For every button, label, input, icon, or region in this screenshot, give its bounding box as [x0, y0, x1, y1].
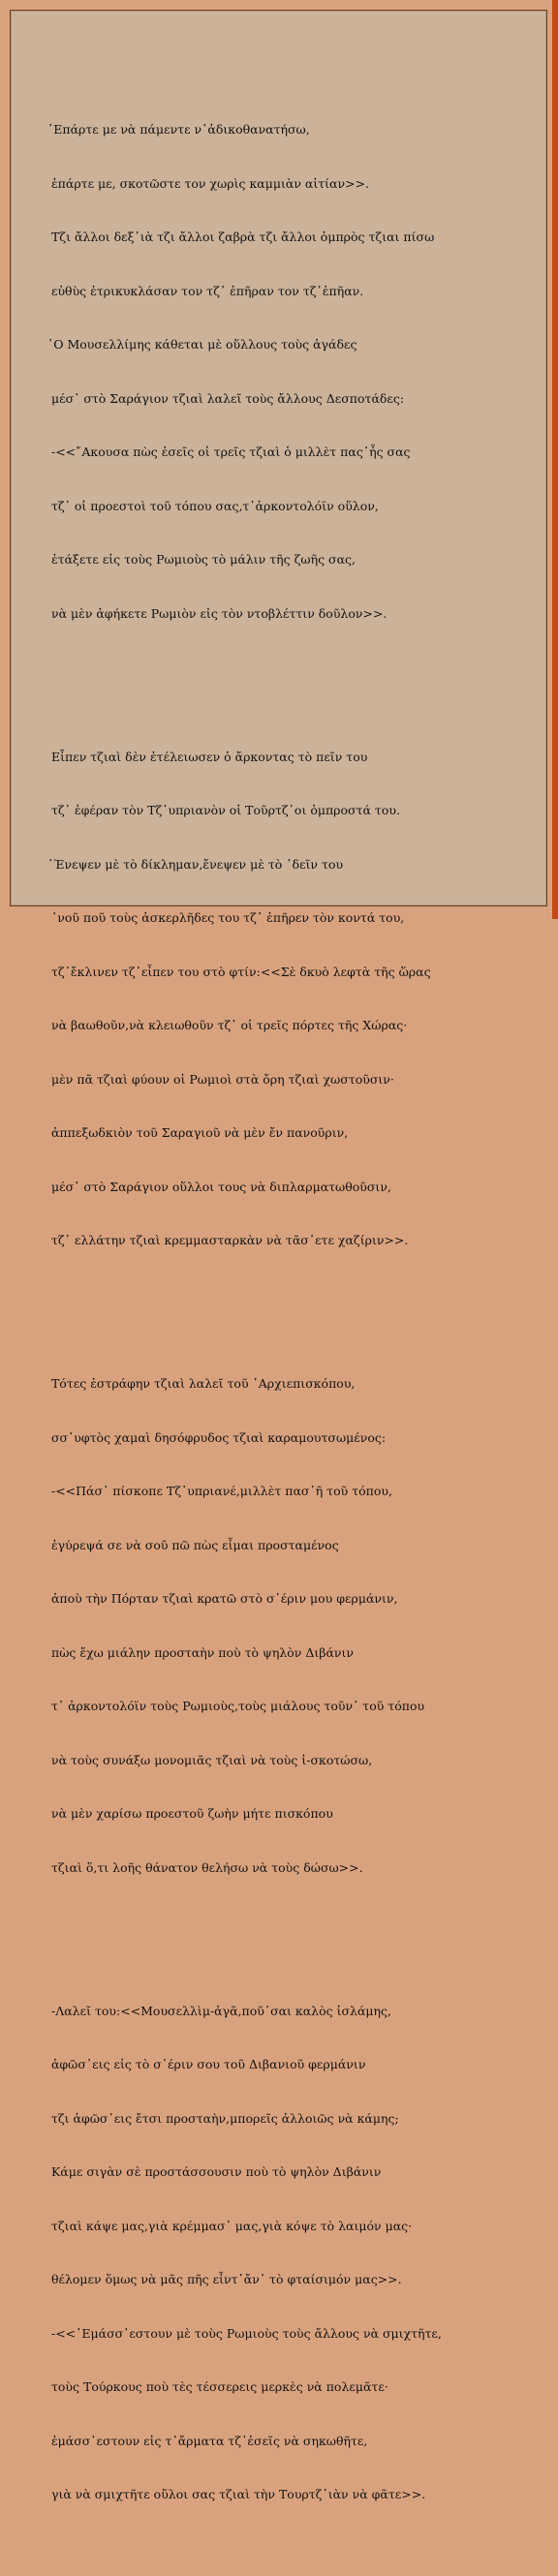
- poem-line: πὼς ἔχω μιάλην προσταὴν ποὺ τὸ ψηλὸν Διβάνιν: [47, 1644, 355, 1660]
- stanza-3: [47, 1339, 543, 1913]
- poem-line: σσ᾿υφτὸς χαμαὶ δησόφρυδος τζιαὶ καραμουτσωμένος:: [47, 1429, 387, 1445]
- poem-line: μὲν πᾶ τζιαὶ φύουν οἱ Ρωμιοὶ στὰ ὄρη τζιαὶ χωστοῦσιν·: [47, 1071, 394, 1087]
- poem-line: θέλομεν ὅμως νὰ μᾶς πῆς εἶντ᾿ἄν᾿ τὸ φταίσιμόν μας>>.: [47, 2272, 402, 2286]
- poem-text: [47, 49, 543, 2576]
- poem-line: ἀφῶσ᾿εις εἰς τὸ σ᾿έριν σου τοῦ Διβανιοῦ φερμάνιν: [47, 2057, 366, 2071]
- text-panel: [10, 10, 547, 2501]
- poem-line: γιὰ νὰ σμιχτῆτε οὕλοι σας τζιαὶ τὴν Τουρτζ᾿ιὰν νὰ φᾶτε>>.: [47, 2487, 426, 2501]
- poem-line: -<<᾿Εμάσσ᾿εστουν μὲ τοὺς Ρωμιοὺς τοὺς ἄλλους νὰ σμιχτῆτε,: [47, 2325, 442, 2341]
- poem-line: τζιαὶ κάψε μας,γιὰ κρέμμασ᾿ μας,γιὰ κόψε τὸ λαιμόν μας·: [47, 2218, 413, 2233]
- poem-line: τζ᾿ ελλάτην τζιαὶ κρεμμασταρκὰν νὰ τᾶσ᾿ετε χαζίριν>>.: [47, 1233, 409, 1247]
- poem-line: μέσ᾿ στὸ Σαράγιον τζιαὶ λαλεῖ τοὺς ἄλλους Δεσποτάδες:: [47, 390, 405, 406]
- poem-line: -<<῎Ακουσα πὼς ἐσεῖς οἱ τρεῖς τζιαὶ ὁ μιλλὲτ πας᾿ἧς σας: [47, 445, 411, 459]
- poem-line: τζιαὶ ὅ,τι λοῆς θάνατον θελήσω νὰ τοὺς δώσω>>.: [47, 1859, 363, 1875]
- poem-line: ἐμάσσ᾿εστουν εἰς τ᾿ἄρματα τζ᾿ἐσεῖς νὰ σηκωθῆτε,: [47, 2433, 368, 2448]
- poem-line: τζ᾿ἔκλινεν τζ᾿εἶπεν του στὸ φτίν:<<Σὲ δκυὸ λεφτὰ τῆς ὥρας: [47, 964, 431, 979]
- poem-line: εὐθὺς ἐτρικυκλάσαν τον τζ᾿ ἐπῆραν τον τζ᾿ἐπῆαν.: [47, 283, 364, 298]
- poem-line: Εἶπεν τζιαὶ δὲν ἐτέλειωσεν ὁ ἄρκοντας τὸ πεῖν του: [47, 749, 368, 764]
- poem-line: Κάμε σιγὰν σὲ προστάσσουσιν ποὺ τὸ ψηλὸν Διβάνιν: [47, 2164, 382, 2179]
- poem-line: τζ᾿ ἐφέραν τὸν Τζ᾿υπριανὸν οἱ Τοῦρτζ᾿οι ὀμπροστά του.: [47, 803, 400, 817]
- poem-line: νὰ μὲν χαρίσω προεστοῦ ζωὴν μήτε πισκόπου: [47, 1806, 333, 1821]
- poem-line: ῾Ο Μουσελλίμης κάθεται μὲ οὕλλους τοὺς ἀγάδες: [47, 337, 357, 352]
- poem-line: ἐγύρεψά σε νὰ σοῦ πῶ πὼς εἶμαι προσταμένος: [47, 1537, 339, 1552]
- poem-line: μέσ᾿ στὸ Σαράγιον οὕλλοι τους νὰ διπλαρματωθοῦσιν,: [47, 1179, 391, 1194]
- poem-line: ᾿Επάρτε με νὰ πάμεντε ν᾿ἀδικοθανατήσω,: [47, 122, 310, 137]
- poem-line: ῾νοῦ ποῦ τοὺς ἀσκερλῆδες του τζ᾿ ἐπῆρεν τὸν κοντά του,: [47, 910, 405, 925]
- poem-line: ἐτάξετε εἰς τοὺς Ρωμιοὺς τὸ μάλιν τῆς ζωῆς σας,: [47, 552, 356, 567]
- poem-line: νὰ τοὺς συνάξω μονομιᾶς τζιαὶ νὰ τοὺς ἰ-σκοτώσω,: [47, 1752, 373, 1767]
- poem-line: τ᾿ ἀρκοντολόϊν τοὺς Ρωμιοὺς,τοὺς μιάλους τοῦν᾿ τοῦ τόπου: [47, 1699, 425, 1713]
- poem-line: ἐπάρτε με, σκοτῶστε τον χωρὶς καμμιὰν αἰτίαν>>.: [47, 175, 370, 191]
- poem-line: τοὺς Τούρκους ποὺ τὲς τέσσερεις μερκὲς νὰ πολεμᾶτε·: [47, 2379, 388, 2394]
- poem-line: νὰ βαωθοῦν,νὰ κλειωθοῦν τζ᾿ οἱ τρεῖς πόρτες τῆς Χώρας·: [47, 1018, 408, 1032]
- poem-line: ῾Ένεψεν μὲ τὸ δίκλημαν,ἔνεψεν μὲ τὸ ῾δεῖν του: [47, 856, 344, 872]
- poem-line: τζι ἀφῶσ᾿εις ἔτσι προσταὴν,μπορεῖς ἀλλοιῶς νὰ κάμης;: [47, 2110, 399, 2126]
- poem-line: Τζι ἄλλοι δεξ᾿ιὰ τζι ἄλλοι ζαβρὰ τζι ἄλλοι ὀμπρὸς τζιαι πίσω: [47, 230, 435, 244]
- poem-line: Τότες ἐστράφην τζιαὶ λαλεῖ τοῦ ᾿Αρχιεπισκόπου,: [47, 1376, 356, 1391]
- stanza-4: [47, 1967, 543, 2540]
- poem-line: -<<Πάσ᾿ πίσκοπε Τζ᾿υπριανέ,μιλλὲτ πασ᾿ῆ τοῦ τόπου,: [47, 1484, 392, 1498]
- poem-line: νὰ μὲν ἀφήκετε Ρωμιὸν εἰς τὸν ντοβλέττιν δοῦλον>>.: [47, 605, 388, 621]
- stanza-2: [47, 713, 543, 1286]
- poem-line: -Λαλεῖ του:<<Μουσελλὶμ-ἀγᾶ,ποῦ᾿σαι καλὸς ἰσλάμης,: [47, 2003, 391, 2018]
- poem-line: τζ᾿ οἱ προεστοὶ τοῦ τόπου σας,τ᾿ἀρκοντολόϊν οὕλον,: [47, 498, 379, 513]
- poem-line: ἀποὺ τὴν Πόρταν τζιαὶ κρατῶ στὸ σ᾿έριν μου φερμάνιν,: [47, 1591, 398, 1606]
- stanza-1: [47, 85, 543, 659]
- poem-line: ἀππεξωδκιὸν τοῦ Σαραγιοῦ νὰ μὲν ἔν πανοῦριν,: [47, 1125, 349, 1140]
